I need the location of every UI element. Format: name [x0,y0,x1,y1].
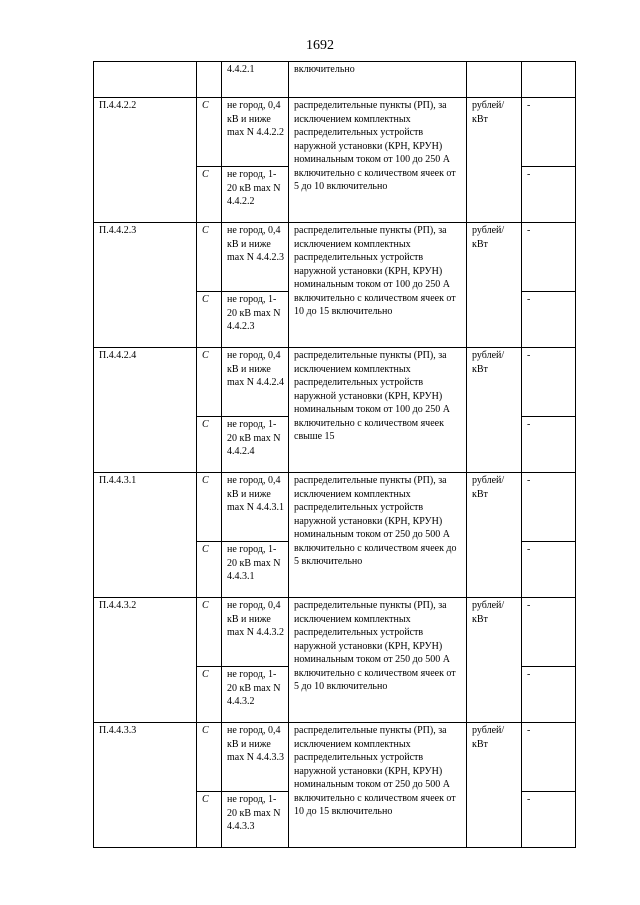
value-cell: - [522,223,576,292]
value-cell: - [522,542,576,598]
unit-cell: рублей/ кВт [467,348,522,473]
table-row [94,598,576,667]
description-cell: распределительные пункты (РП), за исключением комплектных распределительных устройств наружной установки (КРН, КРУН) номинальным током от 100 до 250 А включительно с количеством ячеек свыше 15 [289,348,467,473]
table-row [94,348,576,417]
value-cell: - [522,473,576,542]
category-cell: С [197,598,222,667]
condition-cell: 4.4.2.1 [222,62,289,98]
category-cell: С [197,167,222,223]
description-cell: распределительные пункты (РП), за исключением комплектных распределительных устройств наружной установки (КРН, КРУН) номинальным током от 100 до 250 А включительно с количеством ячеек от 10 до 15 включительно [289,223,467,348]
value-cell: - [522,292,576,348]
condition-cell: не город, 1-20 кВ max N 4.4.3.3 [222,792,289,848]
code-cell: П.4.4.3.2 [94,598,197,723]
description-cell: распределительные пункты (РП), за исключением комплектных распределительных устройств наружной установки (КРН, КРУН) номинальным током от 250 до 500 А включительно с количеством ячеек до 5 включительно [289,473,467,598]
category-cell: С [197,542,222,598]
description-cell: распределительные пункты (РП), за исключением комплектных распределительных устройств наружной установки (КРН, КРУН) номинальным током от 250 до 500 А включительно с количеством ячеек от 5 до 10 включительно [289,598,467,723]
code-cell: П.4.4.2.3 [94,223,197,348]
category-cell [197,62,222,98]
value-cell: - [522,98,576,167]
page-number: 1692 [306,38,334,53]
unit-cell: рублей/ кВт [467,223,522,348]
code-cell: П.4.4.2.2 [94,98,197,223]
description-cell: включительно [289,62,467,98]
table-row [94,473,576,542]
value-cell [522,62,576,98]
value-cell: - [522,417,576,473]
code-cell: П.4.4.2.4 [94,348,197,473]
unit-cell: рублей/ кВт [467,723,522,848]
category-cell: С [197,98,222,167]
value-cell: - [522,598,576,667]
code-cell [94,62,197,98]
category-cell: С [197,417,222,473]
tariff-table-body [94,62,576,848]
table-row [94,223,576,292]
condition-cell: не город, 0,4 кВ и ниже max N 4.4.2.4 [222,348,289,417]
table-row [94,98,576,167]
table-row-continuation [94,62,576,98]
value-cell: - [522,167,576,223]
unit-cell [467,62,522,98]
value-cell: - [522,348,576,417]
unit-cell: рублей/ кВт [467,98,522,223]
condition-cell: не город, 1-20 кВ max N 4.4.3.1 [222,542,289,598]
condition-cell: не город, 1-20 кВ max N 4.4.3.2 [222,667,289,723]
category-cell: С [197,473,222,542]
code-cell: П.4.4.3.1 [94,473,197,598]
condition-cell: не город, 1-20 кВ max N 4.4.2.2 [222,167,289,223]
condition-cell: не город, 0,4 кВ и ниже max N 4.4.3.1 [222,473,289,542]
value-cell: - [522,792,576,848]
category-cell: С [197,792,222,848]
condition-cell: не город, 0,4 кВ и ниже max N 4.4.2.2 [222,98,289,167]
condition-cell: не город, 0,4 кВ и ниже max N 4.4.2.3 [222,223,289,292]
value-cell: - [522,667,576,723]
condition-cell: не город, 0,4 кВ и ниже max N 4.4.3.2 [222,598,289,667]
tariff-table [93,61,576,848]
unit-cell: рублей/ кВт [467,598,522,723]
category-cell: С [197,723,222,792]
value-cell: - [522,723,576,792]
unit-cell: рублей/ кВт [467,473,522,598]
description-cell: распределительные пункты (РП), за исключением комплектных распределительных устройств наружной установки (КРН, КРУН) номинальным током от 100 до 250 А включительно с количеством ячеек от 5 до 10 включительно [289,98,467,223]
condition-cell: не город, 0,4 кВ и ниже max N 4.4.3.3 [222,723,289,792]
category-cell: С [197,667,222,723]
table-row [94,723,576,792]
description-cell: распределительные пункты (РП), за исключением комплектных распределительных устройств наружной установки (КРН, КРУН) номинальным током от 250 до 500 А включительно с количеством ячеек от 10 до 15 включительно [289,723,467,848]
code-cell: П.4.4.3.3 [94,723,197,848]
category-cell: С [197,348,222,417]
condition-cell: не город, 1-20 кВ max N 4.4.2.4 [222,417,289,473]
condition-cell: не город, 1-20 кВ max N 4.4.2.3 [222,292,289,348]
category-cell: С [197,223,222,292]
category-cell: С [197,292,222,348]
